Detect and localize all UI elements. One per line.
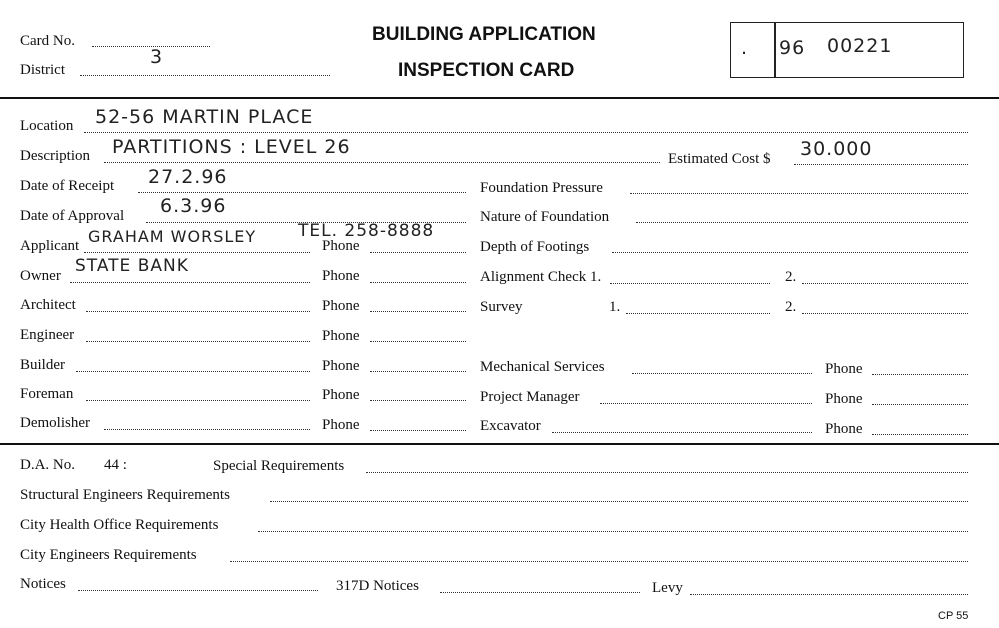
survey-2-field[interactable] [802, 313, 968, 314]
reference-prefix: . [741, 37, 749, 59]
notices-field[interactable] [78, 590, 318, 591]
owner-value: STATE BANK [75, 256, 189, 276]
estimated-cost-field[interactable] [794, 164, 968, 165]
notices-317d-field[interactable] [440, 592, 640, 593]
description-field[interactable] [104, 162, 660, 163]
foreman-phone-field[interactable] [370, 400, 466, 401]
owner-label: Owner [20, 268, 61, 284]
foundation-pressure-label: Foundation Pressure [480, 180, 603, 196]
mechanical-services-field[interactable] [632, 373, 812, 374]
city-engineers-label: City Engineers Requirements [20, 547, 197, 563]
notices-label: Notices [20, 576, 66, 592]
city-health-field[interactable] [258, 531, 968, 532]
builder-phone-label: Phone [322, 358, 360, 374]
architect-phone-field[interactable] [370, 311, 466, 312]
builder-label: Builder [20, 357, 65, 373]
card-no-label: Card No. [20, 33, 75, 49]
architect-field[interactable] [86, 311, 310, 312]
reference-number-box [730, 22, 964, 78]
form-code: CP 55 [938, 610, 969, 622]
district-label: District [20, 62, 65, 78]
survey-1-label: 1. [609, 299, 621, 315]
city-engineers-field[interactable] [230, 561, 968, 562]
reference-year: 96 [779, 37, 806, 59]
project-manager-phone-field[interactable] [872, 404, 968, 405]
engineer-phone-field[interactable] [370, 341, 466, 342]
builder-phone-field[interactable] [370, 371, 466, 372]
survey-1-field[interactable] [626, 313, 770, 314]
builder-field[interactable] [76, 371, 310, 372]
date-receipt-label: Date of Receipt [20, 178, 115, 194]
structural-engineers-field[interactable] [270, 501, 968, 502]
date-receipt-field[interactable] [138, 192, 466, 193]
estimated-cost-value: 30.000 [800, 138, 873, 160]
structural-engineers-label: Structural Engineers Requirements [20, 487, 230, 503]
engineer-phone-label: Phone [322, 328, 360, 344]
estimated-cost-label: Estimated Cost $ [668, 151, 771, 167]
da-no-value: 44 : [104, 457, 127, 473]
date-approval-label: Date of Approval [20, 208, 125, 224]
depth-footings-label: Depth of Footings [480, 239, 590, 255]
owner-field[interactable] [70, 282, 310, 283]
foundation-pressure-field[interactable] [630, 193, 968, 194]
owner-phone-label: Phone [322, 268, 360, 284]
location-label: Location [20, 118, 74, 134]
alignment-check-2-label: 2. [785, 269, 797, 285]
demolisher-label: Demolisher [20, 415, 90, 431]
engineer-field[interactable] [86, 341, 310, 342]
project-manager-field[interactable] [600, 403, 812, 404]
excavator-phone-field[interactable] [872, 434, 968, 435]
survey-label: Survey [480, 299, 523, 315]
survey-2-label: 2. [785, 299, 797, 315]
notices-317d-label: 317D Notices [336, 578, 419, 594]
architect-phone-label: Phone [322, 298, 360, 314]
reference-number: 00221 [827, 35, 893, 57]
excavator-field[interactable] [552, 432, 812, 433]
requirements-divider [0, 443, 999, 445]
description-label: Description [20, 148, 90, 164]
nature-foundation-field[interactable] [636, 222, 968, 223]
project-manager-phone-label: Phone [825, 391, 863, 407]
architect-label: Architect [20, 297, 76, 313]
description-value: PARTITIONS : LEVEL 26 [112, 136, 351, 158]
district-value: 3 [150, 46, 164, 68]
district-field[interactable] [80, 75, 330, 76]
alignment-check-label: Alignment Check 1. [480, 269, 602, 285]
engineer-label: Engineer [20, 327, 75, 343]
foreman-phone-label: Phone [322, 387, 360, 403]
location-field[interactable] [84, 132, 968, 133]
alignment-check-1-field[interactable] [610, 283, 770, 284]
applicant-tel: TEL. 258-8888 [298, 221, 435, 241]
levy-field[interactable] [690, 594, 968, 595]
mechanical-phone-field[interactable] [872, 374, 968, 375]
excavator-phone-label: Phone [825, 421, 863, 437]
mechanical-phone-label: Phone [825, 361, 863, 377]
applicant-value: GRAHAM WORSLEY [88, 227, 257, 246]
demolisher-field[interactable] [104, 429, 310, 430]
da-no-label: D.A. No. [20, 457, 75, 473]
form-title-line1: BUILDING APPLICATION [372, 24, 596, 45]
project-manager-label: Project Manager [480, 389, 580, 405]
city-health-label: City Health Office Requirements [20, 517, 219, 533]
location-value: 52-56 MARTIN PLACE [95, 106, 314, 128]
levy-label: Levy [652, 580, 683, 596]
date-approval-value: 6.3.96 [160, 195, 227, 217]
alignment-check-2-field[interactable] [802, 283, 968, 284]
foreman-field[interactable] [86, 400, 310, 401]
depth-footings-field[interactable] [612, 252, 968, 253]
demolisher-phone-label: Phone [322, 417, 360, 433]
foreman-label: Foreman [20, 386, 74, 402]
applicant-phone-label: Phone [322, 238, 360, 254]
applicant-label: Applicant [20, 238, 80, 254]
owner-phone-field[interactable] [370, 282, 466, 283]
form-title-line2: INSPECTION CARD [398, 60, 575, 81]
excavator-label: Excavator [480, 418, 541, 434]
header-divider [0, 97, 999, 99]
reference-box-divider [774, 23, 776, 77]
mechanical-services-label: Mechanical Services [480, 359, 605, 375]
special-requirements-field[interactable] [366, 472, 968, 473]
demolisher-phone-field[interactable] [370, 430, 466, 431]
applicant-phone-field[interactable] [370, 252, 466, 253]
date-receipt-value: 27.2.96 [148, 166, 228, 188]
applicant-field[interactable] [84, 252, 310, 253]
special-requirements-label: Special Requirements [213, 458, 345, 474]
nature-foundation-label: Nature of Foundation [480, 209, 610, 225]
